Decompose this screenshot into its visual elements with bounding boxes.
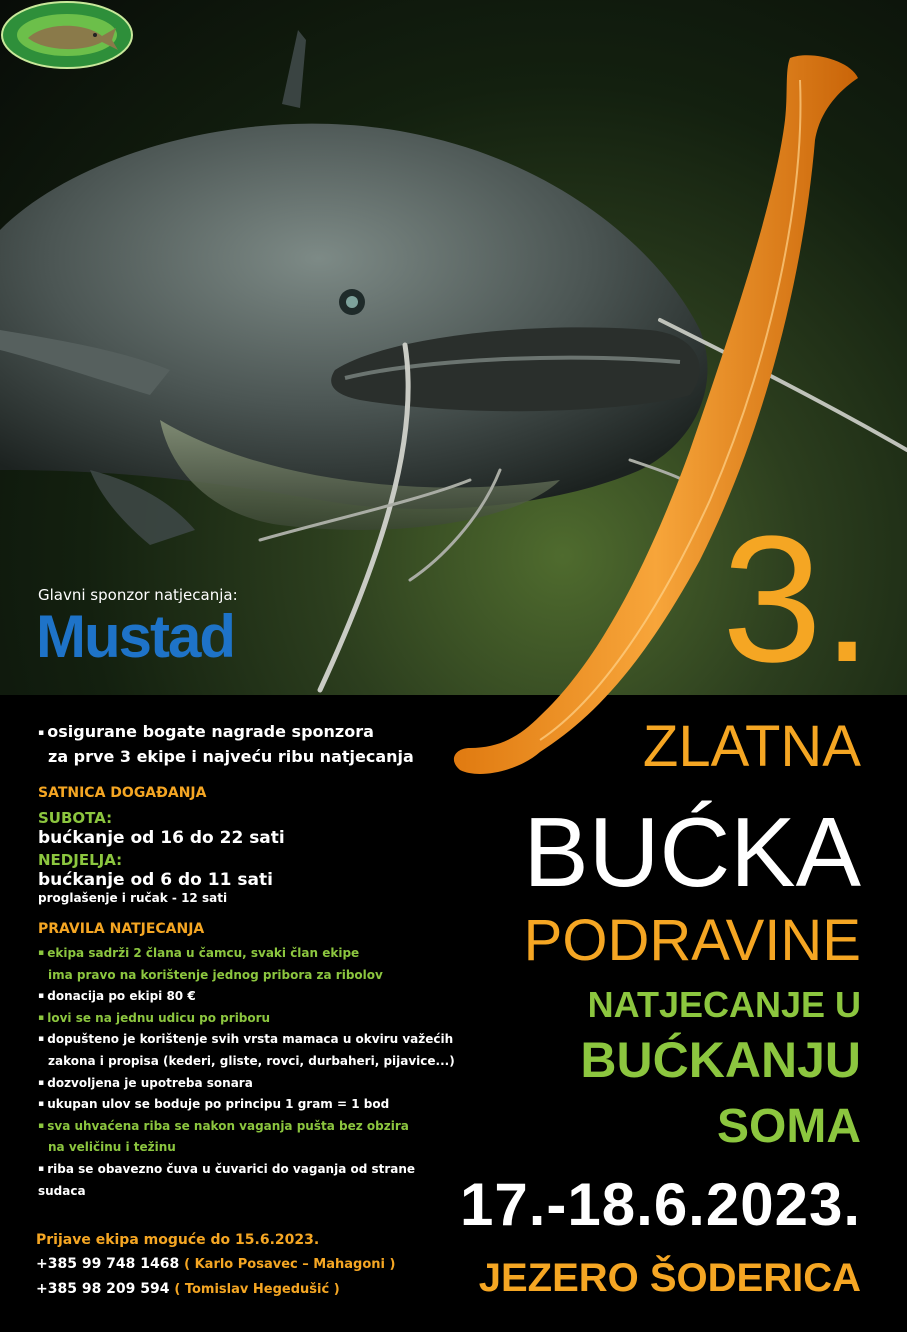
sunday-extra: proglašenje i ručak - 12 sati — [38, 891, 228, 905]
contact-row-2 — [36, 1277, 395, 1302]
rule-item: ▪ ekipa sadrži 2 člana u čamcu, svaki član ekipe — [38, 943, 458, 965]
rules-list — [38, 943, 458, 1202]
prizes-text — [38, 720, 458, 769]
sunday-label: NEDJELJA: — [38, 851, 123, 869]
edition-number: 3. — [722, 499, 873, 700]
info-panel — [38, 720, 458, 1202]
title-line-2: BUĆKA — [523, 797, 861, 907]
contact-block — [36, 1228, 395, 1302]
rule-item: ▪ dozvoljena je upotreba sonara — [38, 1073, 458, 1095]
subtitle-line-2: BUĆKANJU — [580, 1032, 861, 1088]
rule-item: ▪ dopušteno je korištenje svih vrsta mamaca u okviru važećih — [38, 1029, 458, 1051]
rule-item-cont: na veličinu i težinu — [48, 1140, 176, 1155]
registration-deadline: Prijave ekipa moguće do 15.6.2023. — [36, 1232, 320, 1248]
phone-number-2: +385 98 209 594 — [36, 1281, 170, 1297]
subtitle-line-3: SOMA — [717, 1100, 861, 1153]
rule-item: ▪ ukupan ulov se boduje po principu 1 gram = 1 bod — [38, 1094, 458, 1116]
sponsor-logo: Mustad — [36, 603, 234, 670]
subtitle-line-1: NATJECANJE U — [587, 984, 861, 1025]
contact-row-1 — [36, 1252, 395, 1277]
event-venue: JEZERO ŠODERICA — [478, 1256, 861, 1300]
sponsor-label: Glavni sponzor natjecanja: — [38, 586, 238, 604]
prizes-line-1: ▪ osigurane bogate nagrade sponzora — [38, 720, 458, 745]
rule-item: ▪ sva uhvaćena riba se nakon vaganja pušta bez obzira — [38, 1116, 458, 1138]
saturday-text: bućkanje od 16 do 22 sati — [38, 828, 285, 848]
contact-name-2: ( Tomislav Hegedušić ) — [174, 1282, 340, 1297]
rule-item-cont: zakona i propisa (kederi, gliste, rovci, durbaheri, pijavice...) — [48, 1053, 455, 1068]
title-line-1: ZLATNA — [642, 714, 861, 779]
prizes-line-2: za prve 3 ekipe i najveću ribu natjecanja — [48, 747, 414, 766]
event-date: 17.-18.6.2023. — [460, 1171, 861, 1238]
rule-item-cont: ima pravo na korištenje jednog pribora za ribolov — [48, 967, 383, 982]
rule-item: ▪ donacija po ekipi 80 € — [38, 986, 458, 1008]
contact-name-1: ( Karlo Posavec – Mahagoni ) — [184, 1257, 396, 1272]
title-line-3: PODRAVINE — [523, 908, 861, 973]
rule-item: ▪ lovi se na jednu udicu po priboru — [38, 1008, 458, 1030]
schedule-heading: SATNICA DOGAĐANJA — [38, 785, 207, 801]
saturday-label: SUBOTA: — [38, 809, 113, 827]
rule-item: ▪ riba se obavezno čuva u čuvarici do vaganja od strane sudaca — [38, 1159, 458, 1202]
sunday-text: bućkanje od 6 do 11 sati — [38, 870, 273, 890]
phone-number-1: +385 99 748 1468 — [36, 1256, 180, 1272]
rules-heading: PRAVILA NATJECANJA — [38, 921, 205, 937]
